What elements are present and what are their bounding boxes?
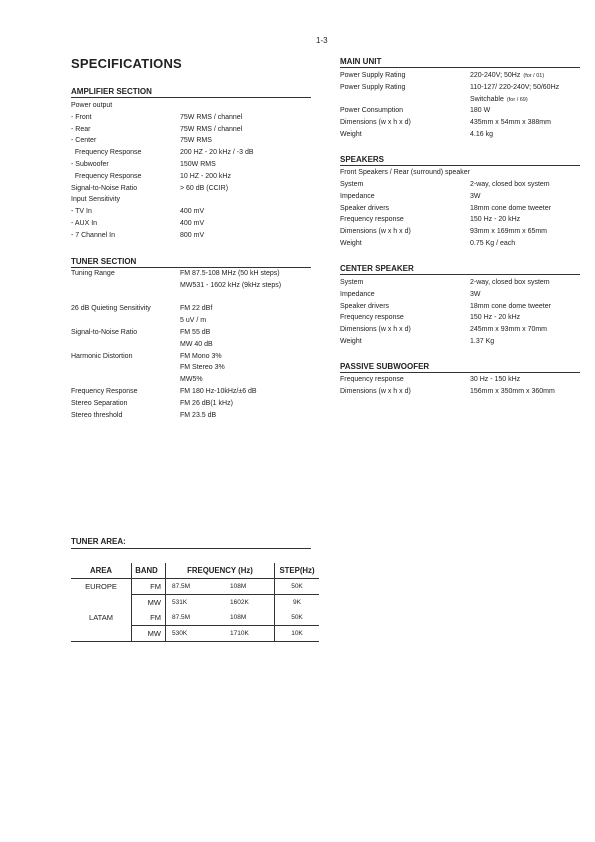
main-unit-spec-row: [340, 70, 580, 82]
amplifier-spec-value: 200 HZ - 20 kHz / -3 dB: [180, 149, 254, 157]
center-speaker-spec-value: 1.37 Kg: [470, 337, 495, 345]
main-unit-spec-row: [340, 105, 580, 117]
amplifier-spec-label: - Front: [71, 113, 92, 121]
center-speaker-spec-label: Speaker drivers: [340, 302, 390, 310]
main-unit-spec-label: Weight: [340, 130, 362, 138]
passive-subwoofer-heading: PASSIVE SUBWOOFER: [340, 362, 580, 373]
freq-min-cell: 531K: [172, 599, 188, 606]
tuner-spec-value: MW5%: [180, 376, 203, 384]
tuner-spec-label: Stereo threshold: [71, 411, 123, 419]
tuner-spec-value: FM Mono 3%: [180, 352, 222, 360]
main-unit-spec-value: 4.16 kg: [470, 130, 493, 138]
tuner-area-rule: [71, 548, 311, 549]
passive-subwoofer-spec-label: Dimensions (w x h x d): [340, 387, 411, 395]
amplifier-spec-value: > 60 dB (CCIR): [180, 184, 229, 192]
header-step: STEP(Hz): [275, 563, 320, 579]
tuner-spec-row: [71, 351, 311, 363]
table-row: [71, 579, 319, 595]
tuner-spec-value: FM 22 dBf: [180, 305, 213, 313]
tuner-spec-row: [71, 280, 311, 292]
main-unit-spec-value: 180 W: [470, 107, 491, 115]
amplifier-spec-label: Signal-to-Noise Ratio: [71, 184, 138, 192]
tuner-spec-row: [71, 362, 311, 374]
freq-min-cell: 87.5M: [166, 610, 227, 626]
center-speaker-spec-row: [340, 336, 580, 348]
center-speaker-spec-label: System: [340, 279, 364, 286]
amplifier-spec-label: - Rear: [71, 125, 91, 133]
tuner-spec-label: Tuning Range: [71, 270, 115, 277]
tuner-section-heading: TUNER SECTION: [71, 257, 311, 268]
speakers-subheading-row: [340, 167, 580, 179]
center-speaker-spec-label: Impedance: [340, 290, 375, 298]
table-row: [71, 610, 319, 626]
freq-max-cell: 108M: [226, 610, 275, 626]
center-speaker-spec-value: 245mm x 93mm x 70mm: [470, 326, 548, 334]
amplifier-spec-value: 800 mV: [180, 231, 205, 239]
speakers-heading: SPEAKERS: [340, 155, 580, 166]
main-unit-spec-label: Dimensions (w x h x d): [340, 119, 411, 127]
freq-max-cell: 1710K: [226, 626, 275, 642]
amplifier-spec-value: 75W RMS / channel: [180, 113, 243, 121]
amplifier-spec-row: [71, 183, 311, 195]
freq-max-cell: 1602K: [226, 595, 275, 611]
center-speaker-spec-row: [340, 324, 580, 336]
tuner-spec-row: [71, 386, 311, 398]
center-speaker-spec-value: 3W: [470, 290, 481, 298]
band-cell: MW: [132, 626, 166, 642]
band-cell: FM: [132, 579, 166, 595]
header-area: AREA: [71, 563, 132, 579]
speakers-spec-value: 93mm x 169mm x 65mm: [470, 228, 548, 236]
amplifier-spec-list: [71, 100, 311, 242]
step-cell: 50K: [275, 610, 320, 626]
freq-min-cell: 530K: [166, 626, 227, 642]
table-header-row: [71, 563, 319, 579]
center-speaker-spec-value: 2-way, closed box system: [470, 279, 550, 286]
speakers-subheading: Front Speakers / Rear (surround) speaker: [340, 169, 470, 176]
center-speaker-spec-list: [340, 277, 580, 348]
main-unit-spec-value: 435mm x 54mm x 388mm: [470, 119, 551, 127]
amplifier-spec-label: Power output: [71, 102, 113, 109]
amplifier-spec-row: [71, 112, 311, 124]
amplifier-spec-row: [71, 206, 311, 218]
center-speaker-spec-label: Frequency response: [340, 314, 404, 322]
tuner-spec-value: FM 87.5-108 MHz (50 kH steps): [180, 270, 280, 277]
freq-max-cell: 108M: [226, 579, 275, 595]
tuner-spec-label: Stereo Separation: [71, 399, 128, 407]
header-frequency: FREQUENCY (Hz): [166, 563, 275, 579]
tuner-spec-row: [71, 339, 311, 351]
amplifier-spec-row: [71, 194, 311, 206]
speakers-spec-value: 150 Hz - 20 kHz: [470, 216, 521, 224]
main-unit-spec-value: 110-127/ 220-240V; 50/60Hz: [470, 83, 560, 91]
amplifier-spec-row: [71, 230, 311, 242]
speakers-spec-value: 3W: [470, 192, 481, 200]
main-unit-spec-row: [340, 82, 580, 94]
amplifier-spec-label: Input Sensitivity: [71, 196, 121, 204]
tuner-spec-row: [71, 327, 311, 339]
passive-subwoofer-spec-label: Frequency response: [340, 376, 404, 383]
step-cell: 10K: [275, 626, 320, 642]
tuner-spec-row: [71, 268, 311, 280]
center-speaker-spec-value: 150 Hz - 20 kHz: [470, 314, 521, 322]
center-speaker-spec-label: Dimensions (w x h x d): [340, 326, 411, 334]
speakers-spec-label: Speaker drivers: [340, 204, 390, 212]
amplifier-spec-row: [71, 159, 311, 171]
speakers-spec-value: 18mm cone dome tweeter: [470, 204, 551, 212]
step-cell: 9K: [293, 599, 301, 606]
page-title: SPECIFICATIONS: [71, 56, 182, 71]
amplifier-spec-label: - Center: [71, 137, 97, 145]
tuner-spec-value: FM 23.5 dB: [180, 411, 217, 419]
speakers-spec-label: System: [340, 181, 364, 188]
amplifier-spec-value: 400 mV: [180, 219, 205, 227]
speakers-spec-row: [340, 203, 580, 215]
tuner-area-heading: TUNER AREA:: [71, 537, 126, 546]
tuner-spec-row: [71, 374, 311, 386]
speakers-spec-value: 0.75 Kg / each: [470, 239, 516, 247]
table-row: [71, 626, 319, 642]
speakers-spec-label: Impedance: [340, 192, 375, 200]
center-speaker-spec-row: [340, 312, 580, 324]
amplifier-spec-label: - AUX In: [71, 219, 98, 227]
speakers-spec-value: 2-way, closed box system: [470, 181, 550, 188]
amplifier-spec-row: [71, 100, 311, 112]
main-unit-spec-note: (for / 01): [520, 73, 545, 79]
main-unit-spec-row: [340, 129, 580, 141]
area-cell: [71, 595, 132, 611]
tuner-spec-value: FM Stereo 3%: [180, 364, 225, 372]
amplifier-spec-value: 150W RMS: [180, 160, 216, 168]
amplifier-spec-label: Frequency Response: [71, 172, 142, 180]
center-speaker-spec-row: [340, 277, 580, 289]
area-cell: LATAM: [71, 610, 132, 626]
tuner-spec-row: [71, 398, 311, 410]
passive-subwoofer-spec-row: [340, 374, 580, 386]
main-unit-heading: MAIN UNIT: [340, 57, 580, 68]
tuner-spec-value: 5 uV / m: [180, 317, 207, 325]
speakers-spec-row: [340, 238, 580, 250]
center-speaker-spec-value: 18mm cone dome tweeter: [470, 302, 551, 310]
page-number: 1-3: [316, 36, 328, 45]
tuner-spec-row: [71, 303, 311, 315]
speakers-spec-label: Weight: [340, 239, 362, 247]
main-unit-spec-label: Power Supply Rating: [340, 72, 406, 79]
step-cell: 50K: [275, 579, 320, 595]
amplifier-section-heading: AMPLIFIER SECTION: [71, 87, 311, 98]
passive-subwoofer-spec-row: [340, 386, 580, 398]
tuner-spec-row: [71, 292, 311, 304]
tuner-spec-label: Harmonic Distortion: [71, 352, 133, 360]
table-row: [71, 595, 319, 611]
amplifier-spec-label: - Subwoofer: [71, 160, 109, 168]
passive-subwoofer-spec-value: 156mm x 350mm x 360mm: [470, 387, 555, 395]
amplifier-spec-label: - 7 Channel In: [71, 231, 115, 239]
amplifier-spec-value: 75W RMS / channel: [180, 125, 243, 133]
main-unit-spec-row: [340, 94, 580, 106]
amplifier-spec-row: [71, 124, 311, 136]
header-band: BAND: [132, 563, 166, 579]
area-cell: [71, 626, 132, 642]
tuner-spec-row: [71, 315, 311, 327]
center-speaker-heading: CENTER SPEAKER: [340, 264, 580, 275]
band-cell: MW: [132, 595, 166, 611]
center-speaker-spec-row: [340, 301, 580, 313]
amplifier-spec-value: 10 HZ - 200 kHz: [180, 172, 231, 180]
speakers-spec-row: [340, 226, 580, 238]
freq-min-cell: 87.5M: [166, 579, 227, 595]
main-unit-spec-note: (for / 69): [503, 96, 528, 103]
tuner-spec-list: [71, 268, 311, 421]
amplifier-spec-label: - TV In: [71, 208, 92, 216]
speakers-spec-row: [340, 214, 580, 226]
main-unit-spec-row: [340, 117, 580, 129]
tuner-spec-value: FM 55 dB: [180, 328, 211, 336]
passive-subwoofer-spec-list: [340, 374, 580, 398]
amplifier-spec-value: 75W RMS: [180, 137, 212, 145]
tuner-spec-value: MW531 - 1602 kHz (9kHz steps): [180, 281, 282, 289]
amplifier-spec-row: [71, 171, 311, 183]
tuner-spec-value: FM 180 Hz-10kHz/±6 dB: [180, 387, 257, 395]
amplifier-spec-row: [71, 135, 311, 147]
center-speaker-spec-row: [340, 289, 580, 301]
amplifier-spec-row: [71, 218, 311, 230]
area-cell: EUROPE: [71, 579, 132, 595]
speakers-spec-list: [340, 179, 580, 250]
tuner-spec-row: [71, 410, 311, 422]
speakers-spec-label: Frequency response: [340, 216, 404, 224]
main-unit-spec-list: [340, 70, 580, 141]
tuner-spec-value: FM 26 dB(1 kHz): [180, 399, 233, 407]
amplifier-spec-row: [71, 147, 311, 159]
tuner-spec-label: Signal-to-Noise Ratio: [71, 328, 138, 336]
tuner-spec-label: Frequency Response: [71, 387, 138, 395]
main-unit-spec-label: Power Consumption: [340, 107, 404, 115]
center-speaker-spec-label: Weight: [340, 337, 362, 345]
band-cell: FM: [132, 610, 166, 626]
main-unit-spec-label: Power Supply Rating: [340, 83, 406, 91]
passive-subwoofer-spec-value: 30 Hz - 150 kHz: [470, 376, 521, 383]
tuner-spec-value: MW 40 dB: [180, 340, 213, 348]
speakers-spec-row: [340, 191, 580, 203]
main-unit-spec-value: 220-240V; 50Hz (for / 01): [470, 72, 545, 79]
main-unit-spec-value: Switchable (for / 69): [470, 95, 528, 103]
tuner-spec-label: 26 dB Quieting Sensitivity: [71, 305, 151, 313]
tuner-area-table: [71, 563, 319, 642]
amplifier-spec-value: 400 mV: [180, 208, 205, 216]
amplifier-spec-label: Frequency Response: [71, 149, 142, 157]
speakers-spec-label: Dimensions (w x h x d): [340, 228, 411, 236]
speakers-spec-row: [340, 179, 580, 191]
